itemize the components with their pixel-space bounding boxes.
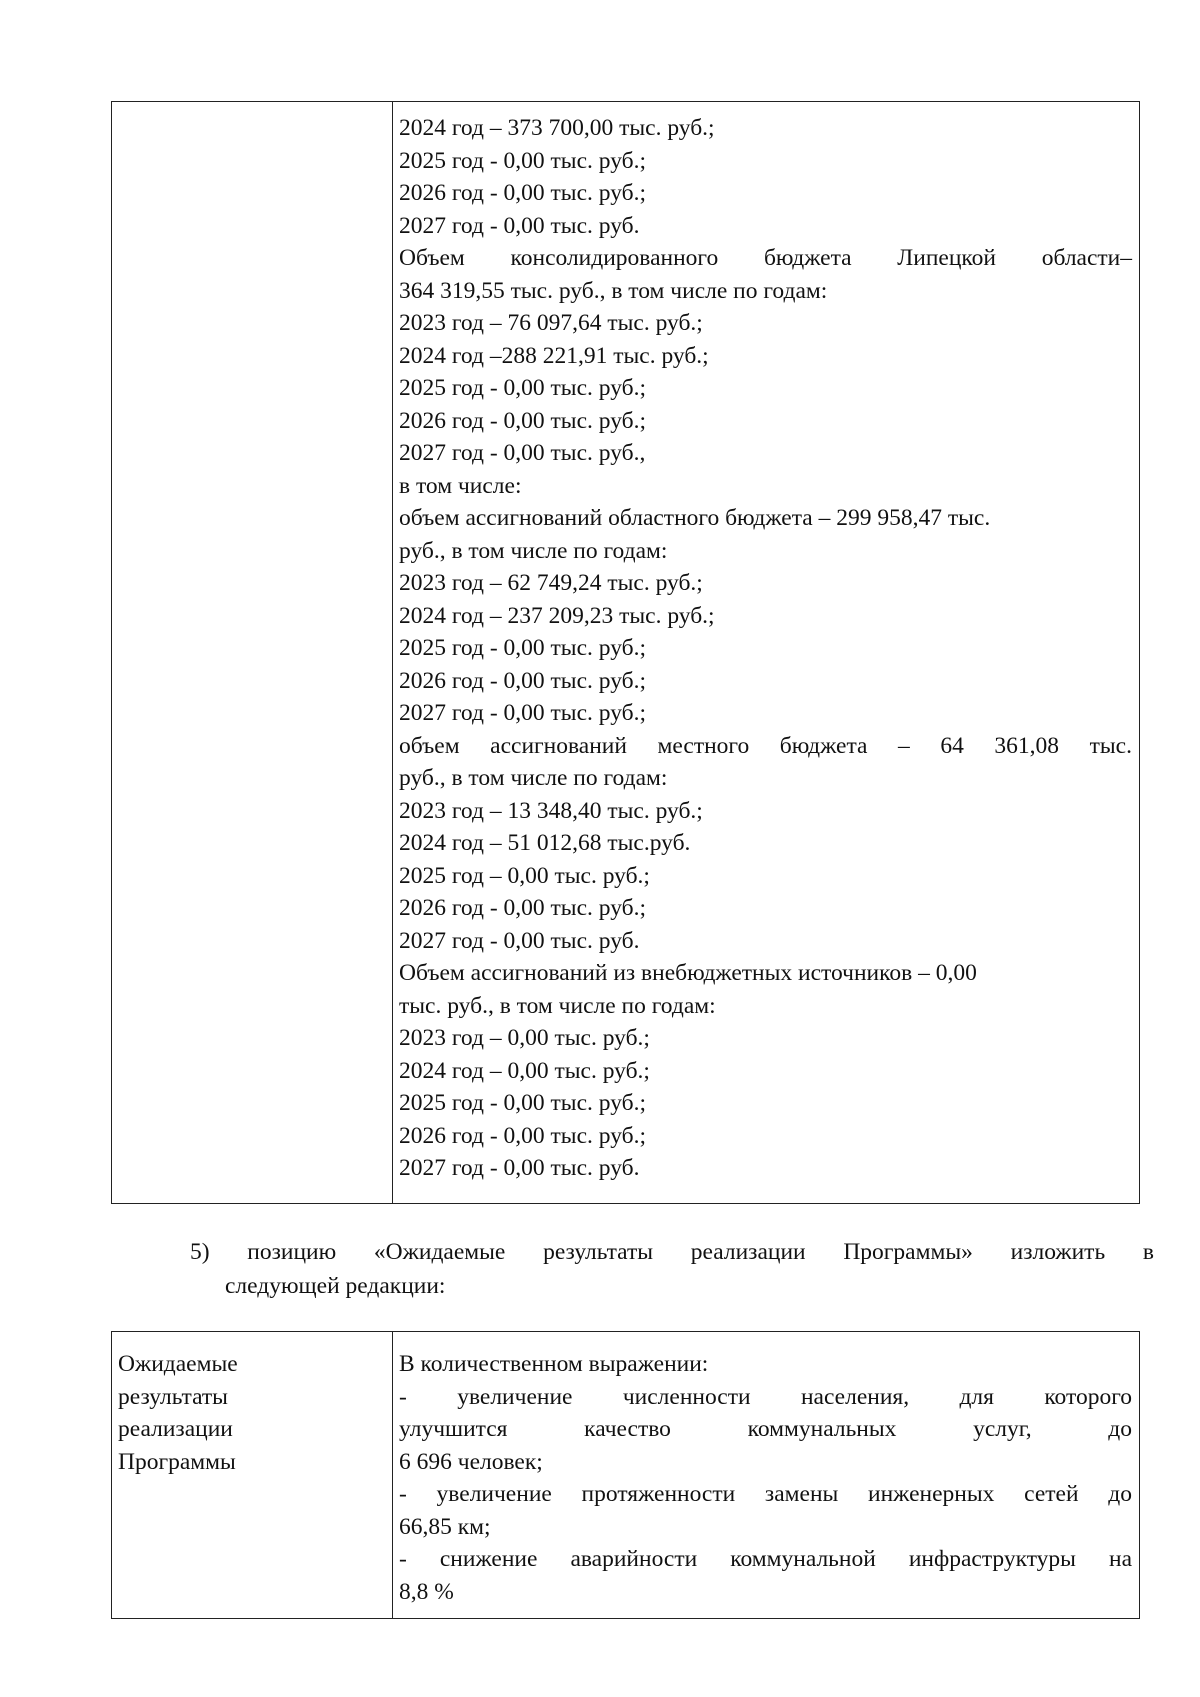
- expected-results-left-cell: [118, 1348, 384, 1478]
- financing-line: 2026 год - 0,00 тыс. руб.;: [399, 895, 647, 921]
- financing-line: объем ассигнований местного бюджета – 64 361,08 тыс.: [399, 732, 1132, 759]
- expected-result-line: 6 696 человек;: [399, 1448, 543, 1475]
- paragraph-line-2: следующей редакции:: [225, 1273, 446, 1299]
- position-name-line: Программы: [118, 1448, 236, 1475]
- financing-line: 2027 год - 0,00 тыс. руб.;: [399, 700, 647, 726]
- financing-line: тыс. руб., в том числе по годам:: [399, 992, 716, 1019]
- financing-line: 2026 год - 0,00 тыс. руб.;: [399, 667, 647, 694]
- financing-line: 2026 год - 0,00 тыс. руб.;: [399, 407, 647, 434]
- financing-table: [111, 101, 1140, 1204]
- financing-line: руб., в том числе по годам:: [399, 537, 668, 564]
- financing-line: 2024 год – 0,00 тыс. руб.;: [399, 1057, 650, 1084]
- financing-line: 2023 год – 62 749,24 тыс. руб.;: [399, 570, 703, 596]
- financing-line: 2027 год - 0,00 тыс. руб.,: [399, 440, 646, 466]
- financing-line: Объем ассигнований из внебюджетных источников – 0,00: [399, 960, 977, 986]
- expected-results-right-cell: [399, 1348, 1132, 1608]
- table-column-divider: [392, 1332, 393, 1618]
- financing-line: 2025 год – 0,00 тыс. руб.;: [399, 862, 650, 889]
- table-column-divider: [392, 102, 393, 1203]
- financing-right-cell: [399, 112, 1132, 1185]
- financing-line: 2024 год – 373 700,00 тыс. руб.;: [399, 115, 715, 141]
- financing-line: 364 319,55 тыс. руб., в том числе по годам:: [399, 277, 828, 304]
- financing-line: 2026 год - 0,00 тыс. руб.;: [399, 180, 647, 206]
- financing-line: 2025 год - 0,00 тыс. руб.;: [399, 635, 647, 661]
- financing-line: 2025 год - 0,00 тыс. руб.;: [399, 147, 647, 174]
- expected-result-line: улучшится качество коммунальных услуг, до: [399, 1416, 1132, 1442]
- position-name-line: результаты: [118, 1383, 228, 1410]
- financing-line: 2023 год – 76 097,64 тыс. руб.;: [399, 310, 703, 336]
- financing-line: в том числе:: [399, 472, 522, 499]
- financing-line: руб., в том числе по годам:: [399, 765, 668, 791]
- financing-line: 2023 год – 13 348,40 тыс. руб.;: [399, 797, 703, 824]
- financing-line: объем ассигнований областного бюджета – 299 958,47 тыс.: [399, 505, 991, 531]
- financing-line: 2027 год - 0,00 тыс. руб.: [399, 212, 640, 239]
- position-name-line: реализации: [118, 1416, 233, 1442]
- amendment-paragraph: [0, 1235, 1200, 1315]
- position-name-line: Ожидаемые: [118, 1351, 238, 1377]
- financing-line: 2023 год – 0,00 тыс. руб.;: [399, 1025, 650, 1051]
- expected-result-line: 66,85 км;: [399, 1513, 491, 1540]
- expected-results-table: [111, 1331, 1140, 1619]
- financing-line: 2025 год - 0,00 тыс. руб.;: [399, 1090, 647, 1116]
- financing-line: Объем консолидированного бюджета Липецкой области–: [399, 245, 1132, 271]
- financing-line: 2024 год –288 221,91 тыс. руб.;: [399, 342, 709, 369]
- financing-line: 2027 год - 0,00 тыс. руб.: [399, 1155, 640, 1181]
- financing-line: 2024 год – 237 209,23 тыс. руб.;: [399, 602, 715, 629]
- financing-line: 2025 год - 0,00 тыс. руб.;: [399, 375, 647, 401]
- paragraph-line-1: 5) позицию «Ожидаемые результаты реализации Программы» изложить в: [190, 1239, 1154, 1265]
- expected-result-line: - увеличение численности населения, для которого: [399, 1383, 1132, 1410]
- expected-result-line: - увеличение протяженности замены инженерных сетей до: [399, 1481, 1132, 1507]
- financing-line: 2024 год – 51 012,68 тыс.руб.: [399, 830, 691, 856]
- expected-result-line: - снижение аварийности коммунальной инфраструктуры на: [399, 1546, 1132, 1572]
- expected-result-line: 8,8 %: [399, 1578, 454, 1605]
- financing-line: 2027 год - 0,00 тыс. руб.: [399, 927, 640, 954]
- expected-result-line: В количественном выражении:: [399, 1351, 709, 1377]
- financing-line: 2026 год - 0,00 тыс. руб.;: [399, 1122, 647, 1149]
